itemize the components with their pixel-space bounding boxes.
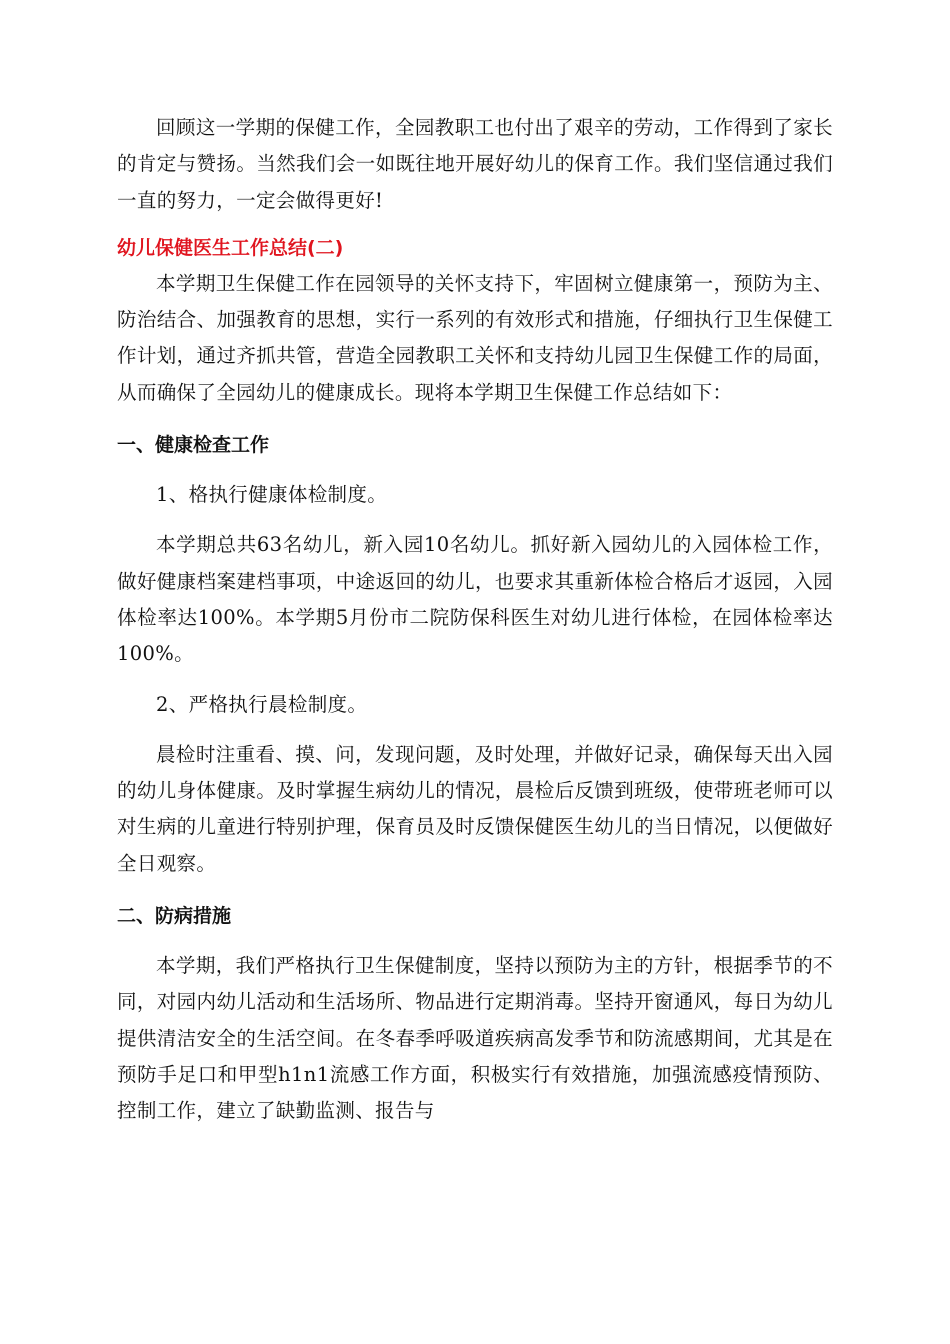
item-heading-physical-exam: 1、格执行健康体检制度。 <box>156 483 388 507</box>
item-heading-morning-check: 2、严格执行晨检制度。 <box>156 692 368 716</box>
section-heading-disease-prevention: 二、防病措施 <box>117 905 232 928</box>
intro-paragraph: 回顾这一学期的保健工作，全园教职工也付出了艰辛的劳动，工作得到了家长的肯定与赞扬。当然我们会一如既往地开展好幼儿的保育工作。我们坚信通过我们一直的努力，一定会做得更好! <box>117 116 833 212</box>
physical-exam-paragraph: 本学期总共63名幼儿，新入园10名幼儿。抓好新入园幼儿的入园体检工作，做好健康档案建档事项，中途返回的幼儿，也要求其重新体检合格后才返园，入园体检率达100%。本学期5月份市二院防保科医生对幼儿进行体检，在园体检率达100%。 <box>117 533 833 666</box>
section-heading-health-check: 一、健康检查工作 <box>117 434 270 457</box>
morning-check-paragraph: 晨检时注重看、摸、问，发现问题，及时处理，并做好记录，确保每天出入园的幼儿身体健康。及时掌握生病幼儿的情况，晨检后反馈到班级，使带班老师可以对生病的儿童进行特别护理，保育员及时反馈保健医生幼儿的当日情况，以便做好全日观察。 <box>117 742 833 875</box>
document-body <box>117 110 833 1130</box>
overview-paragraph: 本学期卫生保健工作在园领导的关怀支持下，牢固树立健康第一，预防为主、防治结合、加强教育的思想，实行一系列的有效形式和措施，仔细执行卫生保健工作计划，通过齐抓共管，营造全园教职工关怀和支持幼儿园卫生保健工作的局面，从而确保了全园幼儿的健康成长。现将本学期卫生保健工作总结如下： <box>117 271 833 404</box>
disease-prevention-paragraph: 本学期，我们严格执行卫生保健制度，坚持以预防为主的方针，根据季节的不同，对园内幼儿活动和生活场所、物品进行定期消毒。坚持开窗通风，每日为幼儿提供清洁安全的生活空间。在冬春季呼吸道疾病高发季节和防流感期间，尤其是在预防手足口和甲型h1n1流感工作方面，积极实行有效措施，加强流感疫情预防、控制工作，建立了缺勤监测、报告与 <box>117 954 833 1123</box>
document-title: 幼儿保健医生工作总结(二) <box>117 236 344 259</box>
